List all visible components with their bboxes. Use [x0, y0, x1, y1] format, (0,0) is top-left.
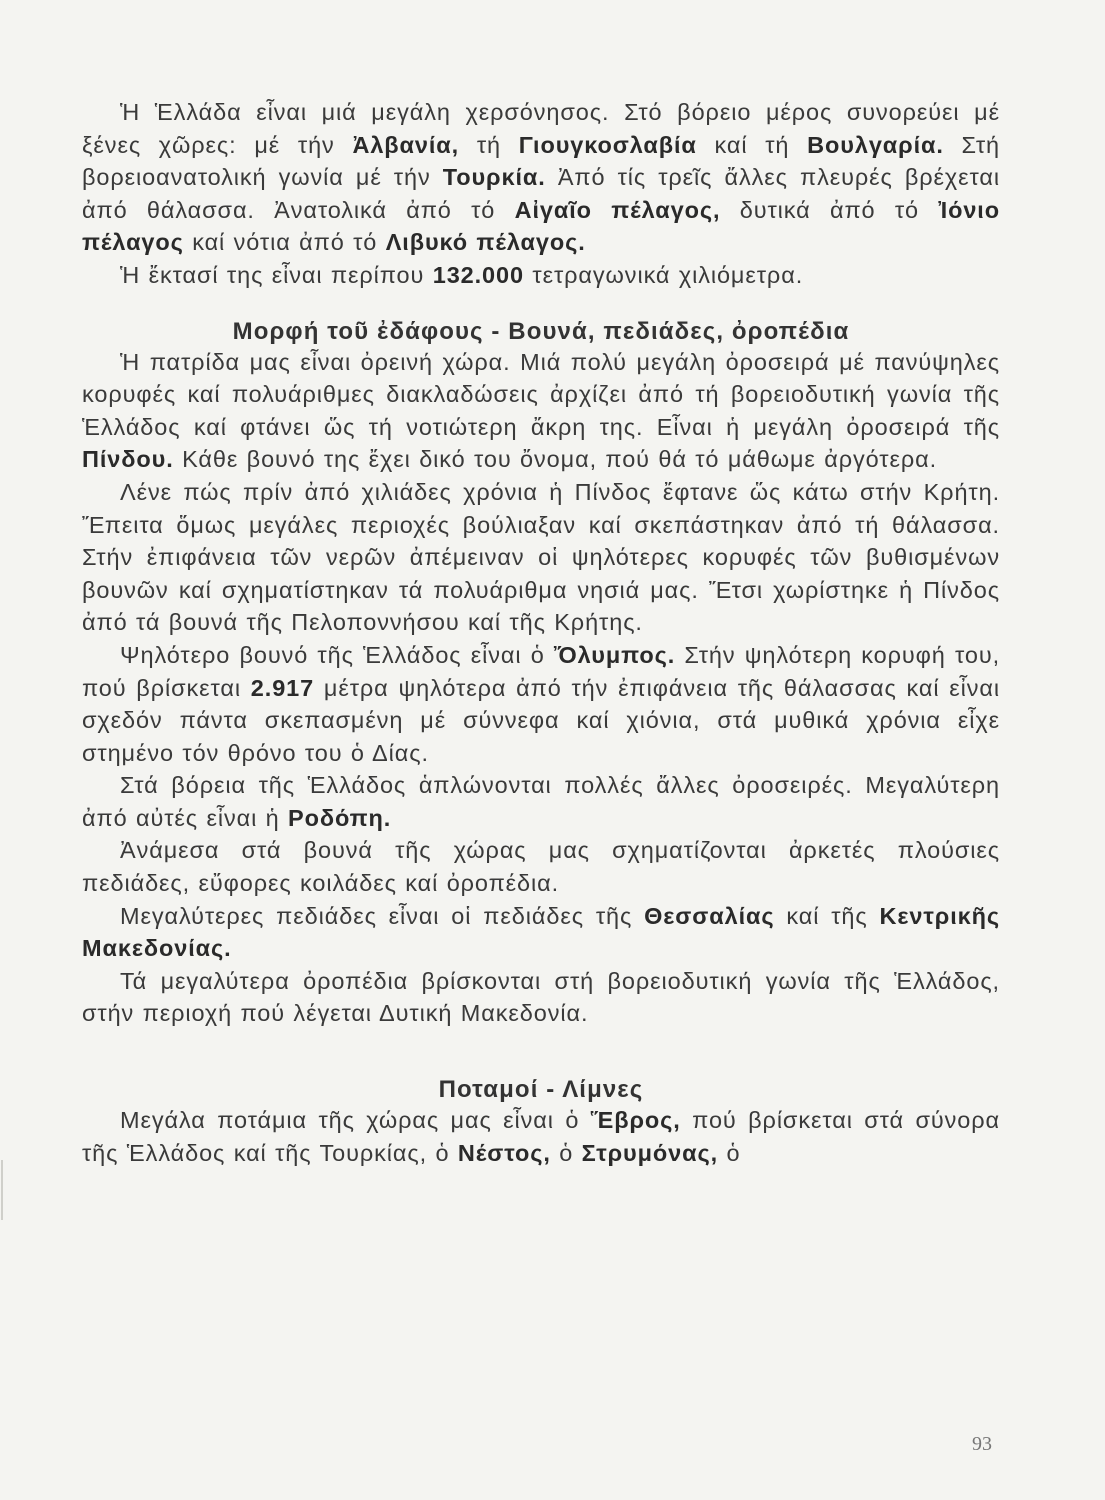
- bold-term: Ἀλβανία,: [352, 131, 460, 158]
- intro-section: [82, 96, 1000, 292]
- bold-term: Λιβυκό πέλαγος.: [385, 229, 586, 256]
- paragraph: [82, 96, 1000, 259]
- paragraph: [82, 346, 1000, 476]
- bold-term: Γιουγκοσλαβία: [518, 131, 697, 158]
- bold-term: Τουρκία.: [442, 164, 546, 191]
- margin-mark: [1, 1160, 3, 1220]
- paragraph: [82, 769, 1000, 834]
- text-run: ὁ: [550, 1139, 582, 1166]
- text-run: Ἡ Ἑλλάδα εἶναι μιά μεγάλη χερσόνησος. Στό βόρειο μέρος συνορεύει μέ ξένες χῶρες: μέ τήν: [82, 99, 1000, 158]
- rivers-heading: Ποταμοί - Λίμνες: [438, 1076, 644, 1104]
- rivers-section: [82, 1104, 1000, 1169]
- bold-term: Ἰόνιο πέλαγος: [82, 196, 1000, 256]
- text-run: καί τή: [696, 131, 808, 158]
- text-column: [82, 96, 1000, 1169]
- paragraph: [82, 1104, 1000, 1169]
- bold-term: Κεντρικῆς Μακεδονίας.: [82, 902, 1000, 962]
- paragraph: [82, 900, 1000, 965]
- text-run: Ἡ ἔκτασί της εἶναι περίπου: [120, 261, 433, 288]
- bold-term: Ἕβρος,: [590, 1107, 681, 1134]
- text-run: Ἡ πατρίδα μας εἶναι ὀρεινή χώρα. Μιά πολύ μεγάλη ὀροσειρά μέ πανύψηλες κορυφές καί πολυάριθμες διακλαδώσεις ἀρχίζει ἀπό τή βορειοδυτική γωνία τῆς Ἑλλάδος καί φτάνει ὥς τή νοτιώτερη ἄκρη της. Εἶναι ἡ μεγάλη ὀροσειρά τῆς: [82, 348, 1000, 440]
- text-run: Λένε πώς πρίν ἀπό χιλιάδες χρόνια ἡ Πίνδος ἔφτανε ὥς κάτω στήν Κρήτη. Ἔπειτα ὅμως μεγάλες περιοχές βούλιαξαν καί σκεπάστηκαν ἀπό τή θάλασσα. Στήν ἐπιφάνεια τῶν νερῶν ἀπέμειναν οἱ ψηλότερες κορυφές τῶν βυθισμένων βουνῶν καί σχηματίστηκαν τά πολυάριθμα νησιά μας. Ἔτσι χωρίστηκε ἡ Πίνδος ἀπό τά βουνά τῆς Πελοποννήσου καί τῆς Κρήτης.: [82, 478, 1000, 636]
- relief-heading: Μορφή τοῦ ἐδάφους - Βουνά, πεδιάδες, ὀροπέδια: [232, 317, 850, 345]
- text-run: καί τῆς: [774, 902, 880, 929]
- bold-term: Ὄλυμπος.: [553, 641, 676, 668]
- relief-section: [82, 346, 1000, 1030]
- text-run: τή: [459, 131, 519, 158]
- text-run: Ψηλότερο βουνό τῆς Ἑλλάδος εἶναι ὁ: [120, 641, 554, 668]
- text-run: Στά βόρεια τῆς Ἑλλάδος ἁπλώνονται πολλές ἄλλες ὀροσειρές. Μεγαλύτερη ἀπό αὐτές εἶναι ἡ: [82, 772, 1000, 831]
- paragraph: [82, 476, 1000, 639]
- bold-term: Αἰγαῖο πέλαγος,: [514, 196, 721, 223]
- text-run: Κάθε βουνό της ἔχει δικό του ὄνομα, πού θά τό μάθωμε ἀργότερα.: [173, 446, 938, 473]
- text-run: ὁ: [718, 1139, 741, 1166]
- text-run: Τά μεγαλύτερα ὀροπέδια βρίσκονται στή βορειοδυτική γωνία τῆς Ἑλλάδος, στήν περιοχή πού λέγεται Δυτική Μακεδονία.: [82, 967, 1000, 1027]
- bold-term: 132.000: [432, 261, 524, 288]
- bold-term: Θεσσαλίας: [644, 902, 775, 929]
- paragraph: [82, 259, 1000, 292]
- text-run: Στήν ψηλότερη κορυφή του, πού βρίσκεται: [82, 641, 1000, 701]
- text-run: τετραγωνικά χιλιόμετρα.: [523, 261, 804, 288]
- text-run: Μεγάλα ποτάμια τῆς χώρας μας εἶναι ὁ: [120, 1107, 591, 1134]
- paragraph: [82, 834, 1000, 899]
- page-number: 93: [972, 1433, 992, 1455]
- paragraph: [82, 639, 1000, 769]
- text-run: Ἀνάμεσα στά βουνά τῆς χώρας μας σχηματίζονται ἀρκετές πλούσιες πεδιάδες, εὔφορες κοιλάδες καί ὀροπέδια.: [82, 837, 1000, 897]
- bold-term: Νέστος,: [457, 1139, 551, 1166]
- text-run: Στή βορειοανατολική γωνία μέ τήν: [82, 131, 1001, 191]
- bold-term: 2.917: [250, 674, 315, 701]
- text-run: καί νότια ἀπό τό: [183, 229, 386, 256]
- text-run: μέτρα ψηλότερα ἀπό τήν ἐπιφάνεια τῆς θάλασσας καί εἶναι σχεδόν πάντα σκεπασμένη μέ σύννεφα καί χιόνια, στά μυθικά χρόνια εἶχε στημένο τόν θρόνο του ὁ Δίας.: [82, 674, 1000, 766]
- paragraph: [82, 965, 1000, 1030]
- bold-term: Βουλγαρία.: [807, 131, 944, 158]
- bold-term: Ροδόπη.: [288, 804, 392, 831]
- text-run: δυτικά ἀπό τό: [720, 196, 939, 223]
- bold-term: Πίνδου.: [82, 446, 174, 473]
- text-run: Ἀπό τίς τρεῖς ἄλλες πλευρές βρέχεται ἀπό θάλασσα. Ἀνατολικά ἀπό τό: [82, 164, 1001, 223]
- bold-term: Στρυμόνας,: [581, 1139, 719, 1166]
- text-run: Μεγαλύτερες πεδιάδες εἶναι οἱ πεδιάδες τῆς: [120, 902, 645, 929]
- text-run: πού βρίσκεται στά σύνορα τῆς Ἑλλάδος καί τῆς Τουρκίας, ὁ: [82, 1107, 1000, 1166]
